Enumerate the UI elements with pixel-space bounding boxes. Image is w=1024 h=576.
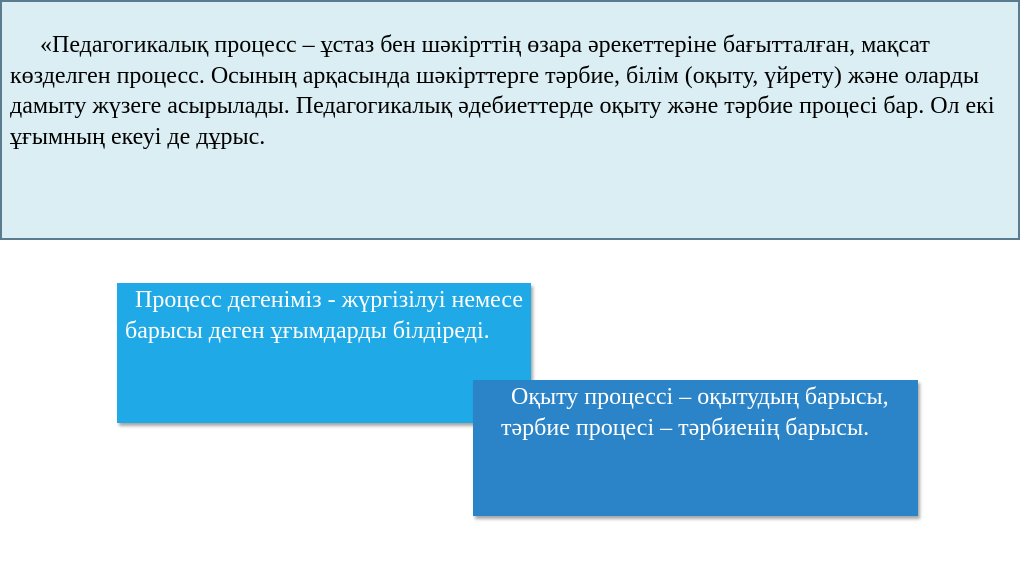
teaching-process-text: Оқыту процессі – оқытудың барысы, тәрбие процесі – тәрбиенің барысы. [501, 384, 889, 441]
definition-panel [0, 0, 1020, 240]
process-definition-box [117, 283, 531, 423]
process-definition-text: Процесс дегеніміз - жүргізілуі немесе барысы деген ұғымдарды білдіреді. [125, 287, 524, 344]
teaching-process-box [473, 380, 918, 516]
definition-text: «Педагогикалық процесс – ұстаз бен шәкірттің өзара әрекеттеріне бағытталған, мақсат көзделген процесс. Осының арқасында шәкірттерге тәрбие, білім (оқыту, үйрету) және оларды дамыту жүзеге асырылады. Педагогикалық әдебиеттерде оқыту және тәрбие процесі бар. Ол екі ұғымның екеуі де дұрыс. [10, 32, 995, 150]
